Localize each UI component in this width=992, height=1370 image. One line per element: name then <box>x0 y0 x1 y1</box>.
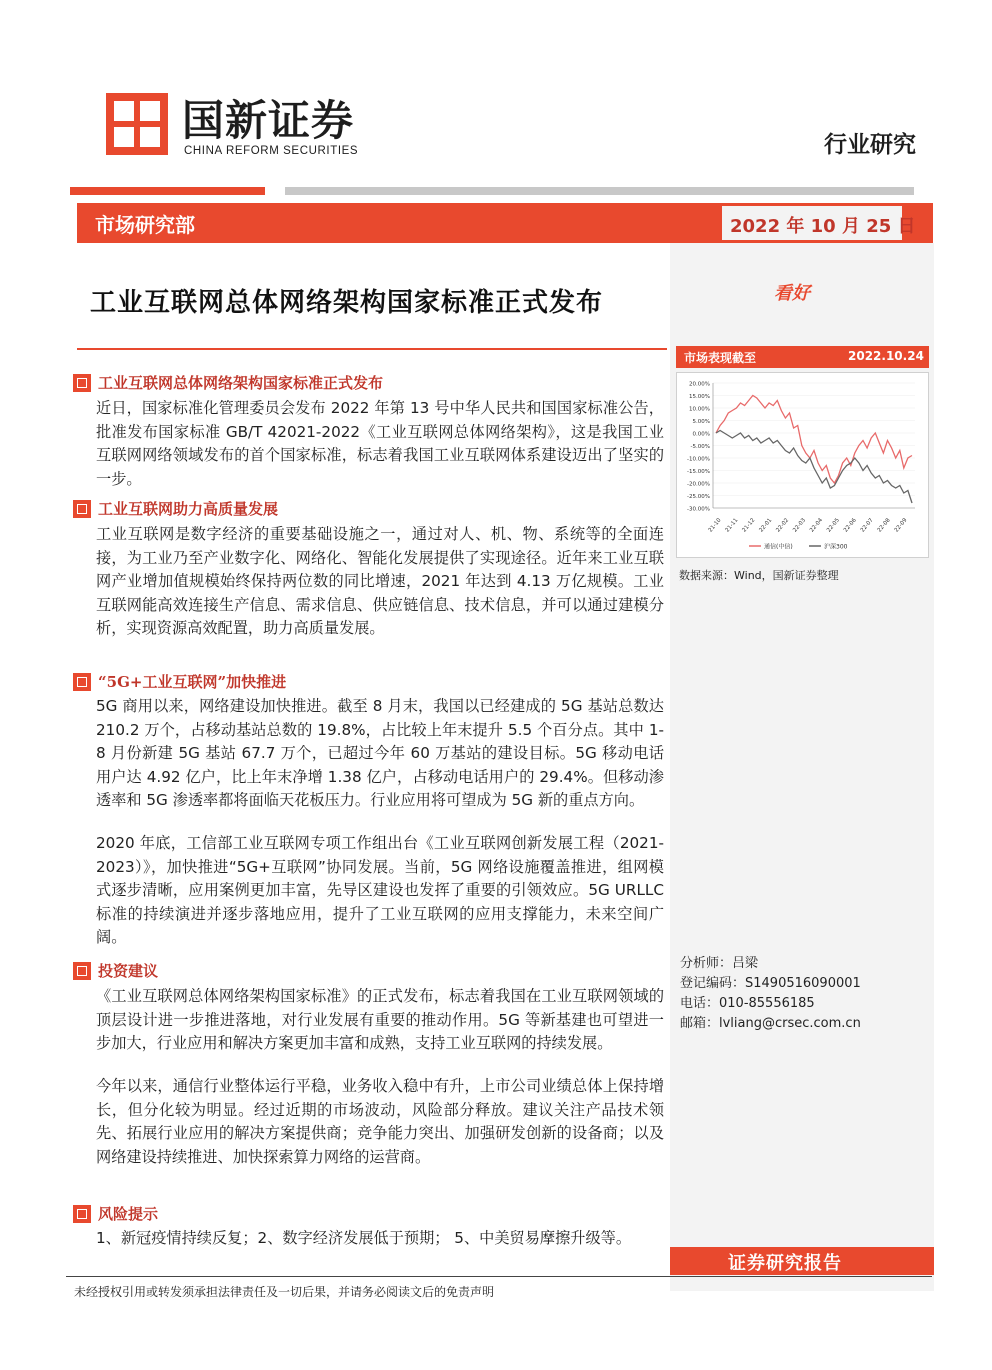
x-tick-label: 22-06 <box>842 517 858 534</box>
x-tick-label: 22-05 <box>826 517 841 534</box>
section-title-2: 工业互联网助力高质量发展 <box>98 500 279 518</box>
x-tick-label: 21-12 <box>741 517 757 534</box>
section-marker-icon <box>73 962 91 980</box>
analyst-email[interactable]: 邮箱：lvliang@crsec.com.cn <box>680 1016 861 1031</box>
footer-divider <box>66 1276 932 1277</box>
market-chart-svg <box>677 373 928 557</box>
page-title: 工业互联网总体网络架构国家标准正式发布 <box>90 288 604 318</box>
market-performance-date: 2022.10.24 <box>848 349 924 363</box>
paragraph: 1、新冠疫情持续反复；2、数字经济发展低于预期； 5、中美贸易摩擦升级等。 <box>96 1229 632 1247</box>
paragraph: 《工业互联网总体网络架构国家标准》的正式发布，标志着我国在工业互联网领域的顶层设计进一步推进落地，对行业发展有重要的推动作用。5G 等新基建也可望进一步加大，行业应用和解决方案更加丰富和成熟，支持工业互联网的持续发展。 <box>96 987 664 1052</box>
paragraph: 今年以来，通信行业整体运行平稳，业务收入稳中有升，上市公司业绩总体上保持增长，但分化较为明显。经过近期的市场波动，风险部分释放。建议关注产品技术领先、拓展行业应用的解决方案提供商；竞争能力突出、加强研发创新的设备商；以及网络建设持续推进、加快探索算力网络的运营商。 <box>96 1077 664 1166</box>
series-line-2 <box>716 431 912 504</box>
y-tick-label: -30.00% <box>687 506 710 513</box>
section-body-4b <box>96 1075 664 1169</box>
y-tick-label: 10.00% <box>689 406 710 413</box>
legend-label: 沪深300 <box>824 543 848 551</box>
disclaimer: 未经授权引用或转发须承担法律责任及一切后果，并请务必阅读文后的免责声明 <box>74 1285 495 1299</box>
section-title-5: 风险提示 <box>98 1205 159 1223</box>
x-tick-label: 21-11 <box>724 517 740 534</box>
x-tick-label: 22-01 <box>758 517 774 534</box>
x-tick-label: 22-09 <box>893 517 909 534</box>
section-body-3 <box>96 695 664 813</box>
section-body-2 <box>96 523 664 641</box>
x-tick-label: 21-10 <box>707 517 723 534</box>
x-tick-label: 22-02 <box>775 517 791 534</box>
brand-name-en: CHINA REFORM SECURITIES <box>184 145 359 157</box>
header-divider-gray <box>285 187 914 195</box>
report-label: 证券研究报告 <box>728 1253 842 1274</box>
y-tick-label: -10.00% <box>687 456 710 463</box>
y-tick-label: 0.00% <box>692 431 710 438</box>
section-body-5 <box>96 1227 664 1251</box>
x-tick-label: 22-03 <box>792 517 808 534</box>
section-body-3b <box>96 832 664 950</box>
section-marker-icon <box>73 673 91 691</box>
rating-label: 看好 <box>774 283 810 304</box>
y-tick-label: -15.00% <box>687 469 710 475</box>
x-tick-label: 22-07 <box>859 517 875 534</box>
section-title-3: “5G+工业互联网”加快推进 <box>98 673 287 691</box>
report-date: 2022 年 10 月 25 日 <box>730 216 916 237</box>
section-title-1: 工业互联网总体网络架构国家标准正式发布 <box>98 374 384 392</box>
y-tick-label: 5.00% <box>692 419 710 425</box>
y-tick-label: 20.00% <box>689 381 710 388</box>
document-type: 行业研究 <box>824 131 916 158</box>
market-performance-label: 市场表现截至 <box>684 351 757 365</box>
chart-source: 数据来源：Wind，国新证券整理 <box>679 569 839 582</box>
paragraph: 近日，国家标准化管理委员会发布 2022 年第 13 号中华人民共和国国家标准公告，批准发布国家标准 GB/T 42021-2022《工业互联网总体网络架构》，这是我国工业互联网网络领域发布的首个国家标准，标志着我国工业互联网体系建设迈出了坚实的一步。 <box>96 399 664 488</box>
department-label: 市场研究部 <box>95 213 195 237</box>
section-marker-icon <box>73 1205 91 1223</box>
y-tick-label: -25.00% <box>687 494 710 500</box>
y-tick-label: 15.00% <box>689 394 710 400</box>
header-divider-red <box>70 187 265 195</box>
paragraph: 5G 商用以来，网络建设加快推进。截至 8 月末，我国以已经建成的 5G 基站总数达 210.2 万个，占移动基站总数的 19.8%，占比较上年末提升 5.5 个百分点。其中 1-8 月份新建 5G 基站 67.7 万个，已超过今年 60 万基站的建设目标。5G 移动电话用户达 4.92 亿户，比上年末净增 1.38 亿户，占移动电话用户的 29.4%。但移动渗透率和 5G 渗透率都将面临天花板压力。行业应用将可望成为 5G 新的重点方向。 <box>96 697 664 809</box>
x-tick-label: 22-08 <box>876 517 892 534</box>
paragraph: 工业互联网是数字经济的重要基础设施之一，通过对人、机、物、系统等的全面连接，为工业乃至产业数字化、网络化、智能化发展提供了实现途径。近年来工业互联网产业增加值规模始终保持两位数的同比增速，2021 年达到 4.13 万亿规模。工业互联网能高效连接生产信息、需求信息、供应链信息、技术信息，并可以通过建模分析，实现资源高效配置，助力高质量发展。 <box>96 525 664 637</box>
series-line-1 <box>716 396 912 484</box>
section-marker-icon <box>73 500 91 518</box>
legend-label: 通信(中信) <box>764 543 793 551</box>
brand-name: 国新证券 <box>182 96 355 145</box>
section-marker-icon <box>73 374 91 392</box>
analyst-reg: 登记编码：S1490516090001 <box>680 976 861 991</box>
section-title-4: 投资建议 <box>98 962 159 980</box>
analyst-phone: 电话：010-85556185 <box>680 996 815 1011</box>
x-tick-label: 22-04 <box>809 517 824 534</box>
y-tick-label: -20.00% <box>687 481 710 488</box>
analyst-name: 分析师：吕梁 <box>680 956 759 971</box>
market-chart <box>676 372 929 558</box>
y-tick-label: -5.00% <box>690 444 710 450</box>
section-body-4 <box>96 985 664 1056</box>
section-body-1 <box>96 397 664 491</box>
brand-logo-icon <box>106 93 168 155</box>
paragraph: 2020 年底，工信部工业互联网专项工作组出台《工业互联网创新发展工程（2021-2023）》，加快推进“5G+互联网”协同发展。当前，5G 网络设施覆盖推进，组网模式逐步清晰，应用案例更加丰富，先导区建设也发挥了重要的引领效应。5G URLLC 标准的持续演进并逐步落地应用，提升了工业互联网的应用支撑能力，未来空间广阔。 <box>96 834 664 946</box>
title-divider <box>77 348 667 350</box>
